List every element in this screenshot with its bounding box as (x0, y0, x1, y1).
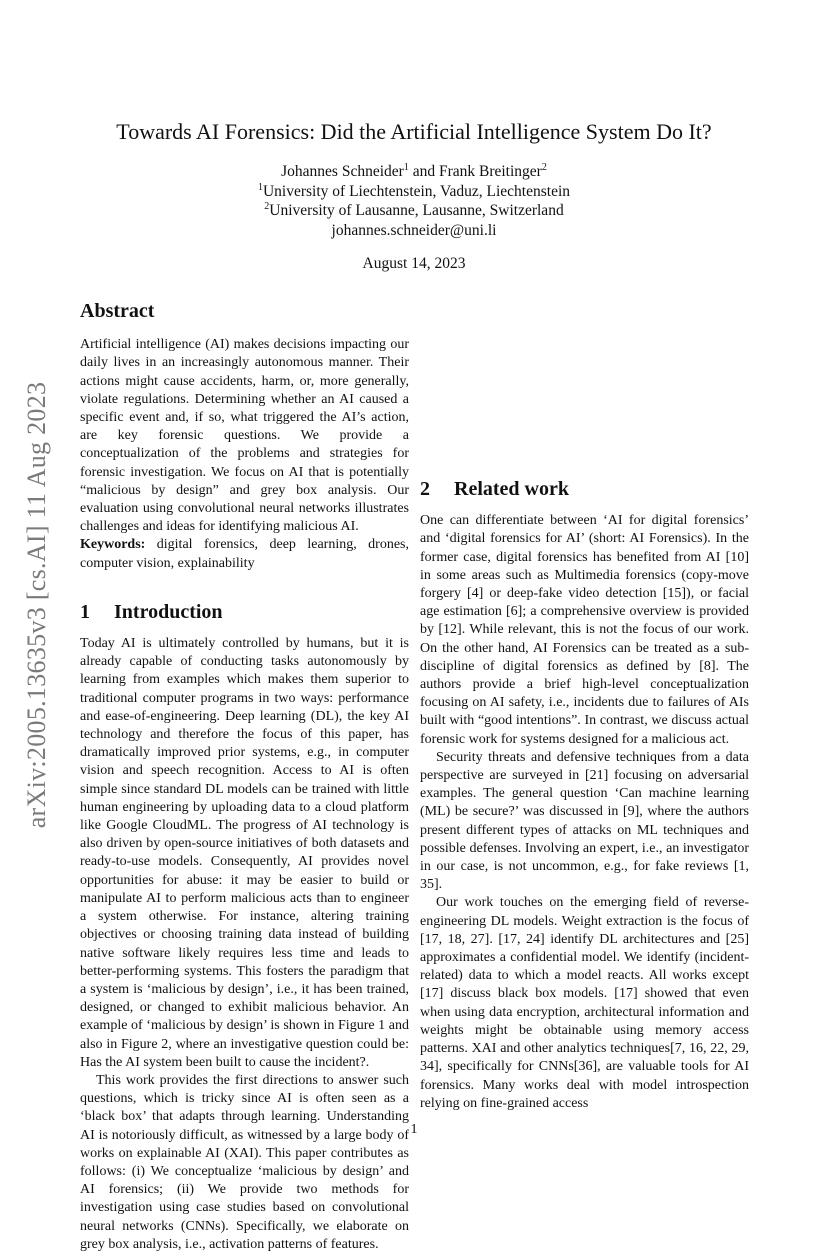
affiliation-2 (80, 201, 748, 221)
author-1: Johannes Schneider (281, 163, 404, 180)
related-paragraph-2: Security threats and defensive techniques from a data perspective are surveyed in [21] focusing on adversarial examples. The general question ‘Can machine learning (ML) be secure?’ was discussed in [9], where the authors present different types of attacks on ML techniques and possible defenses. Involving an expert, i.e., an investigator in our case, is not uncommon, e.g., for fake reviews [1, 35]. (420, 749, 749, 893)
arxiv-identifier[interactable]: arXiv:2005.13635v3 [cs.AI] 11 Aug 2023 (22, 381, 51, 829)
affiliation-1-text: University of Liechtenstein, Vaduz, Liechtenstein (262, 182, 571, 200)
keywords-list: digital forensics, deep learning, drones, computer vision, explainability (80, 537, 409, 571)
intro-paragraph-2: This work provides the first directions to answer such questions, which is tricky since AI is often seen as a ‘black box’ that adapts through learning. Understanding AI is notoriously difficult, as witnessed by a large body of works on explainable AI (XAI). This paper contributes as follows: (i) We conceptualize ‘malicious by design’ and AI forensics; (ii) We provide two methods for investigation using case studies based on convolutional neural networks (CNNs). Specifically, we elaborate on grey box analysis, i.e., activation patterns of features. (80, 1072, 409, 1252)
affiliation-1-mark: 1 (257, 181, 263, 193)
affiliation-1 (80, 182, 748, 202)
related-paragraph-1: One can differentiate between ‘AI for digital forensics’ and ‘digital forensics for AI’ (short: AI Forensics). In the former case, digital forensics has benefited from AI [10] in some areas such as Multimedia forensics (copy-move forgery [4] or deep-fake video detection [15]), or facial age estimation [6]; a comprehensive overview is provided by [12]. While relevant, this is not the focus of our work. On the other hand, AI Forensics can be treated as a sub-discipline of digital forensics as defined by [8]. The authors provide a brief high-level conceptualization focusing on AI safety, i.e., incidents due to failures of AIs built with “good intentions”. In contrast, we discuss actual forensic work for systems designed for a malicious act. (420, 513, 749, 747)
left-column (80, 302, 409, 1254)
author-2: and Frank Breitinger (408, 163, 542, 180)
section-title: Related work (454, 478, 569, 500)
section-title: Introduction (114, 600, 223, 623)
abstract-heading: Abstract (80, 300, 155, 322)
paper-title: Towards AI Forensics: Did the Artificial Intelligence System Do It? (116, 119, 712, 144)
author-block (80, 162, 748, 240)
paper-date: August 14, 2023 (362, 255, 466, 272)
page-number: 1 (410, 1122, 418, 1137)
author-1-affiliation-mark: 1 (403, 161, 409, 173)
arxiv-sidebar (22, 360, 52, 850)
author-email[interactable]: johannes.schneider@uni.li (331, 221, 497, 239)
abstract-text: Artificial intelligence (AI) makes decisions impacting our daily lives in an increasingly autonomous manner. Their actions might cause accidents, harm, or, more generally, violate regulations. Determining whether an AI caused a specific event and, if so, what triggered the AI’s action, are key forensic questions. We provide a conceptualization of the problems and strategies for forensic investigation. We focus on AI that is potentially “malicious by design” and grey box analysis. Our evaluation using convolutional neural networks illustrates challenges and ideas for identifying malicious AI. (80, 337, 409, 535)
affiliation-2-mark: 2 (264, 200, 270, 212)
keywords-label: Keywords: (80, 537, 146, 553)
related-paragraph-3: Our work touches on the emerging field of reverse-engineering DL models. Weight extraction is the focus of [17, 18, 27]. [17, 24] identify DL architectures and [25] approximates a confidential model. We identify (incident-related) data to which a model reacts. All works except [17] discuss black box models. [17] showed that even when using data encryption, architectural information and weights might be obtainable using memory access patterns. XAI and other analytics techniques[7, 16, 22, 29, 34], specifically for CNNs[36], are valuable tools for AI forensics. Many works deal with model introspection relying on fine-grained access (420, 895, 749, 1111)
section-heading-introduction (80, 600, 409, 623)
affiliation-2-text: University of Lausanne, Lausanne, Switzerland (269, 202, 564, 219)
section-number: 1 (80, 600, 90, 623)
right-column (420, 306, 749, 1113)
keywords (80, 536, 409, 572)
section-number: 2 (420, 478, 430, 500)
section-heading-related-work (420, 480, 749, 498)
author-2-affiliation-mark: 2 (541, 161, 547, 173)
intro-paragraph-1: Today AI is ultimately controlled by humans, but it is already capable of conducting tasks autonomously by learning from examples which makes them superior to traditional computer programs in two ways: performance and ease-of-engineering. Deep learning (DL), the key AI technology and therefore the focus of this paper, has dramatically improved prior systems, e.g., in computer vision and speech recognition. Access to AI is often simple since standard DL models can be trained with little human engineering by uploading data to a cloud platform like Google CloudML. The progress of AI technology is also driven by open-source initiatives of both datasets and ready-to-use models. Consequently, AI provides novel opportunities for abuse: it may be easier to build or manipulate AI to perform malicious acts than to engineer a system otherwise. For instance, altering training objectives or choosing training data instead of building native software likely requires less time and leads to better-performing systems. This fosters the paradigm that a system is ‘malicious by design’, i.e., it has been trained, designed, or changed to exhibit malicious behavior. An example of ‘malicious by design’ is shown in Figure 1 and also in Figure 2, where an investigative question could be: Has the AI system been built to cause the incident?. (80, 636, 409, 1070)
author-names (80, 162, 748, 182)
